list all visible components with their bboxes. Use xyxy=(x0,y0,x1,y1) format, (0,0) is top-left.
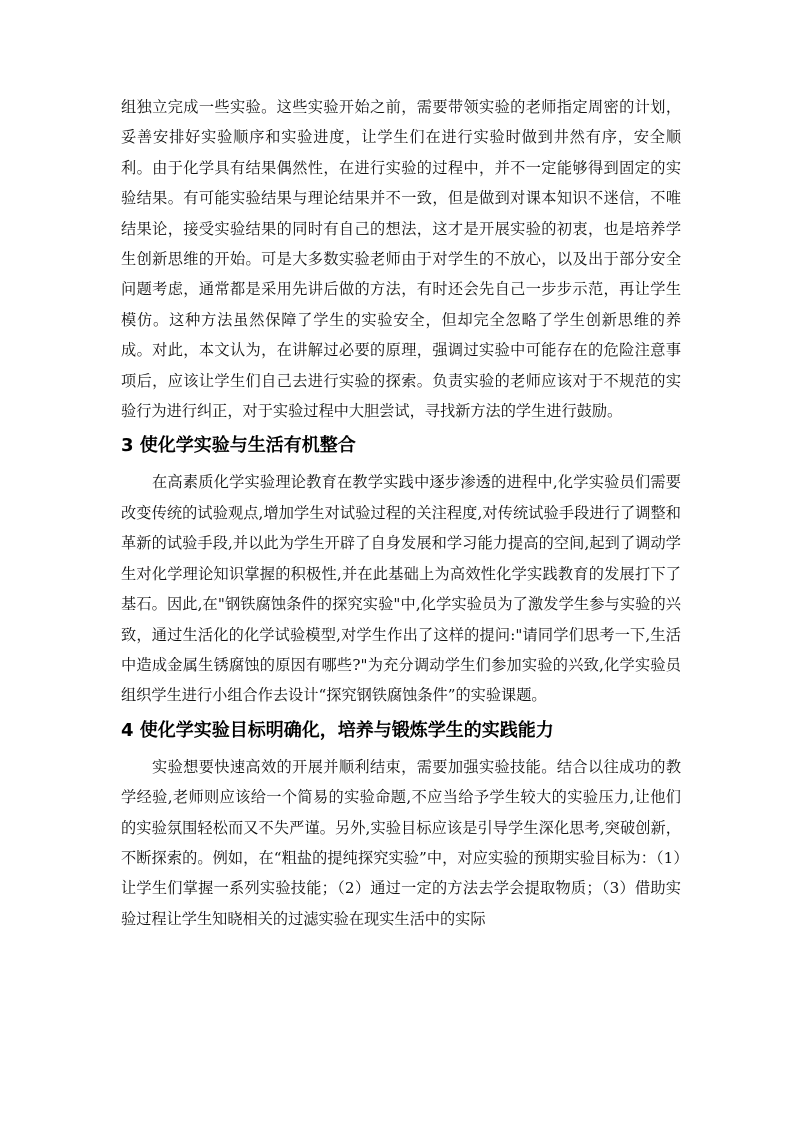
section-heading-3: 3 使化学实验与生活有机整合 xyxy=(121,435,356,457)
document-page xyxy=(121,92,681,934)
paragraph-continued: 组独立完成一些实验。这些实验开始之前，需要带领实验的老师指定周密的计划，妥善安排好实验顺序和实验进度，让学生们在进行实验时做到井然有序，安全顺利。由于化学具有结果偶然性，在进行实验的过程中，并不一定能够得到固定的实验结果。有可能实验结果与理论结果并不一致，但是做到对课本知识不迷信，不唯结果论，接受实验结果的同时有自己的想法，这才是开展实验的初衷，也是培养学生创新思维的开始。可是大多数实验老师由于对学生的不放心，以及出于部分安全问题考虑，通常都是采用先讲后做的方法，有时还会先自己一步步示范，再让学生模仿。这种方法虽然保障了学生的实验安全，但却完全忽略了学生创新思维的养成。对此，本文认为，在讲解过必要的原理，强调过实验中可能存在的危险注意事项后，应该让学生们自己去进行实验的探索。负责实验的老师应该对于不规范的实验行为进行纠正，对于实验过程中大胆尝试，寻找新方法的学生进行鼓励。 xyxy=(121,98,681,421)
paragraph-section-4: 实验想要快速高效的开展并顺利结束，需要加强实验技能。结合以往成功的教学经验,老师则应该给一个简易的实验命题,不应当给予学生较大的实验压力,让他们的实验氛围轻松而又不失严谨。另外,实验目标应该是引导学生深化思考,突破创新，不断探索的。例如，在“粗盐的提纯探究实验”中，对应实验的预期实验目标为：（1）让学生们掌握一系列实验技能；（2）通过一定的方法去学会提取物质；（3）借助实验过程让学生知晓相关的过滤实验在现实生活中的实际 xyxy=(121,757,681,928)
paragraph-section-3: 在高素质化学实验理论教育在教学实践中逐步渗透的进程中,化学实验员们需要改变传统的试验观点,增加学生对试验过程的关注程度,对传统试验手段进行了调整和革新的试验手段,并以此为学生开辟了自身发展和学习能力提高的空间,起到了调动学生对化学理论知识掌握的积极性,并在此基础上为高效性化学实践教育的发展打下了基石。因此,在"钢铁腐蚀条件的探究实验"中,化学实验员为了激发学生参与实验的兴致，通过生活化的化学试验模型,对学生作出了这样的提问:"请同学们思考一下,生活中造成金属生锈腐蚀的原因有哪些?"为充分调动学生们参加实验的兴致,化学实验员组织学生进行小组合作去设计“探究钢铁腐蚀条件”的实验课题。 xyxy=(121,473,681,705)
section-heading-4: 4 使化学实验目标明确化，培养与锻炼学生的实践能力 xyxy=(121,719,554,741)
